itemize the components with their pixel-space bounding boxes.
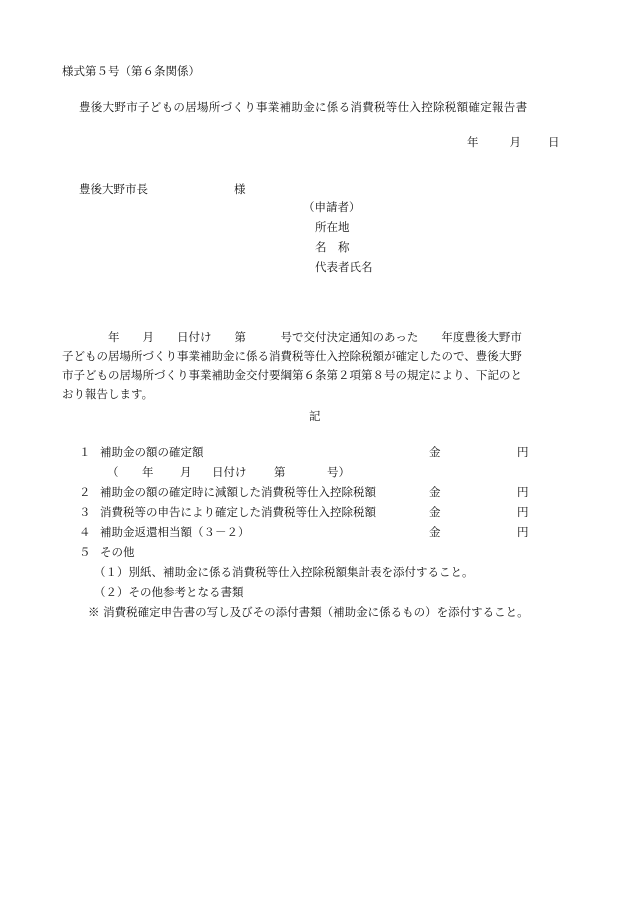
item-number: ３ [79, 505, 91, 519]
item-number: ４ [79, 525, 91, 539]
item-label: その他 [100, 545, 135, 559]
date-line [467, 137, 560, 149]
item-kin: 金 [429, 505, 441, 519]
item-row [79, 527, 539, 547]
addressee-name: 豊後大野市長 [79, 182, 148, 196]
applicant-name-label: 名 称 [315, 240, 350, 254]
body-line: おり報告します。 [62, 387, 154, 401]
date-year: 年 [467, 135, 479, 149]
body-line: 子どもの居場所づくり事業補助金に係る消費税等仕入控除税額が確定したので、豊後大野 [62, 349, 522, 363]
item-kin: 金 [429, 485, 441, 499]
item-label: 補助金の額の確定額 [100, 445, 204, 459]
sub-year: 年 [142, 465, 154, 479]
item-en: 円 [517, 525, 529, 539]
item-en: 円 [517, 445, 529, 459]
item-kin: 金 [429, 525, 441, 539]
item-en: 円 [517, 485, 529, 499]
form-number: 様式第５号（第６条関係） [62, 64, 200, 78]
applicant-address-label: 所在地 [315, 220, 350, 234]
date-day: 日 [548, 135, 560, 149]
applicant-heading: （申請者） [303, 200, 361, 214]
item-label: 補助金の額の確定時に減額した消費税等仕入控除税額 [100, 485, 376, 499]
subitem-1: （１）別紙、補助金に係る消費税等仕入控除税額集計表を添付すること。 [94, 565, 474, 579]
item-number: ２ [79, 485, 91, 499]
item-row [79, 507, 539, 527]
item-list [79, 447, 539, 627]
item-row [79, 487, 539, 507]
item-number: １ [79, 445, 91, 459]
body-line: 年 月 日付け 第 号で交付決定通知のあった 年度豊後大野市 [62, 330, 522, 344]
applicant-block [303, 202, 373, 282]
sub-open: （ [107, 465, 119, 479]
item-label: 消費税等の申告により確定した消費税等仕入控除税額 [100, 505, 376, 519]
sub-month: 月 [180, 465, 192, 479]
ki-heading: 記 [309, 409, 321, 423]
sub-dated: 日付け [212, 465, 247, 479]
item1-sub-row [79, 467, 539, 487]
body-text [62, 328, 522, 404]
subitem-2: （２）その他参考となる書類 [94, 585, 244, 599]
date-month: 月 [509, 135, 521, 149]
applicant-representative-label: 代表者氏名 [315, 260, 373, 274]
item-number: ５ [79, 545, 91, 559]
item-row [79, 547, 539, 567]
note: ※ 消費税確定申告書の写し及びその添付書類（補助金に係るもの）を添付すること。 [88, 605, 529, 619]
addressee-suffix: 様 [234, 182, 246, 196]
item-label: 補助金返還相当額（３－２） [100, 525, 250, 539]
sub-dai: 第 [274, 465, 286, 479]
item-row [79, 447, 539, 467]
body-line: 市子どもの居場所づくり事業補助金交付要綱第６条第２項第８号の規定により、下記のと [62, 368, 522, 382]
item-en: 円 [517, 505, 529, 519]
document-title: 豊後大野市子どもの居場所づくり事業補助金に係る消費税等仕入控除税額確定報告書 [79, 100, 528, 114]
addressee [79, 184, 246, 196]
sub-go: 号） [327, 465, 350, 479]
item-kin: 金 [429, 445, 441, 459]
